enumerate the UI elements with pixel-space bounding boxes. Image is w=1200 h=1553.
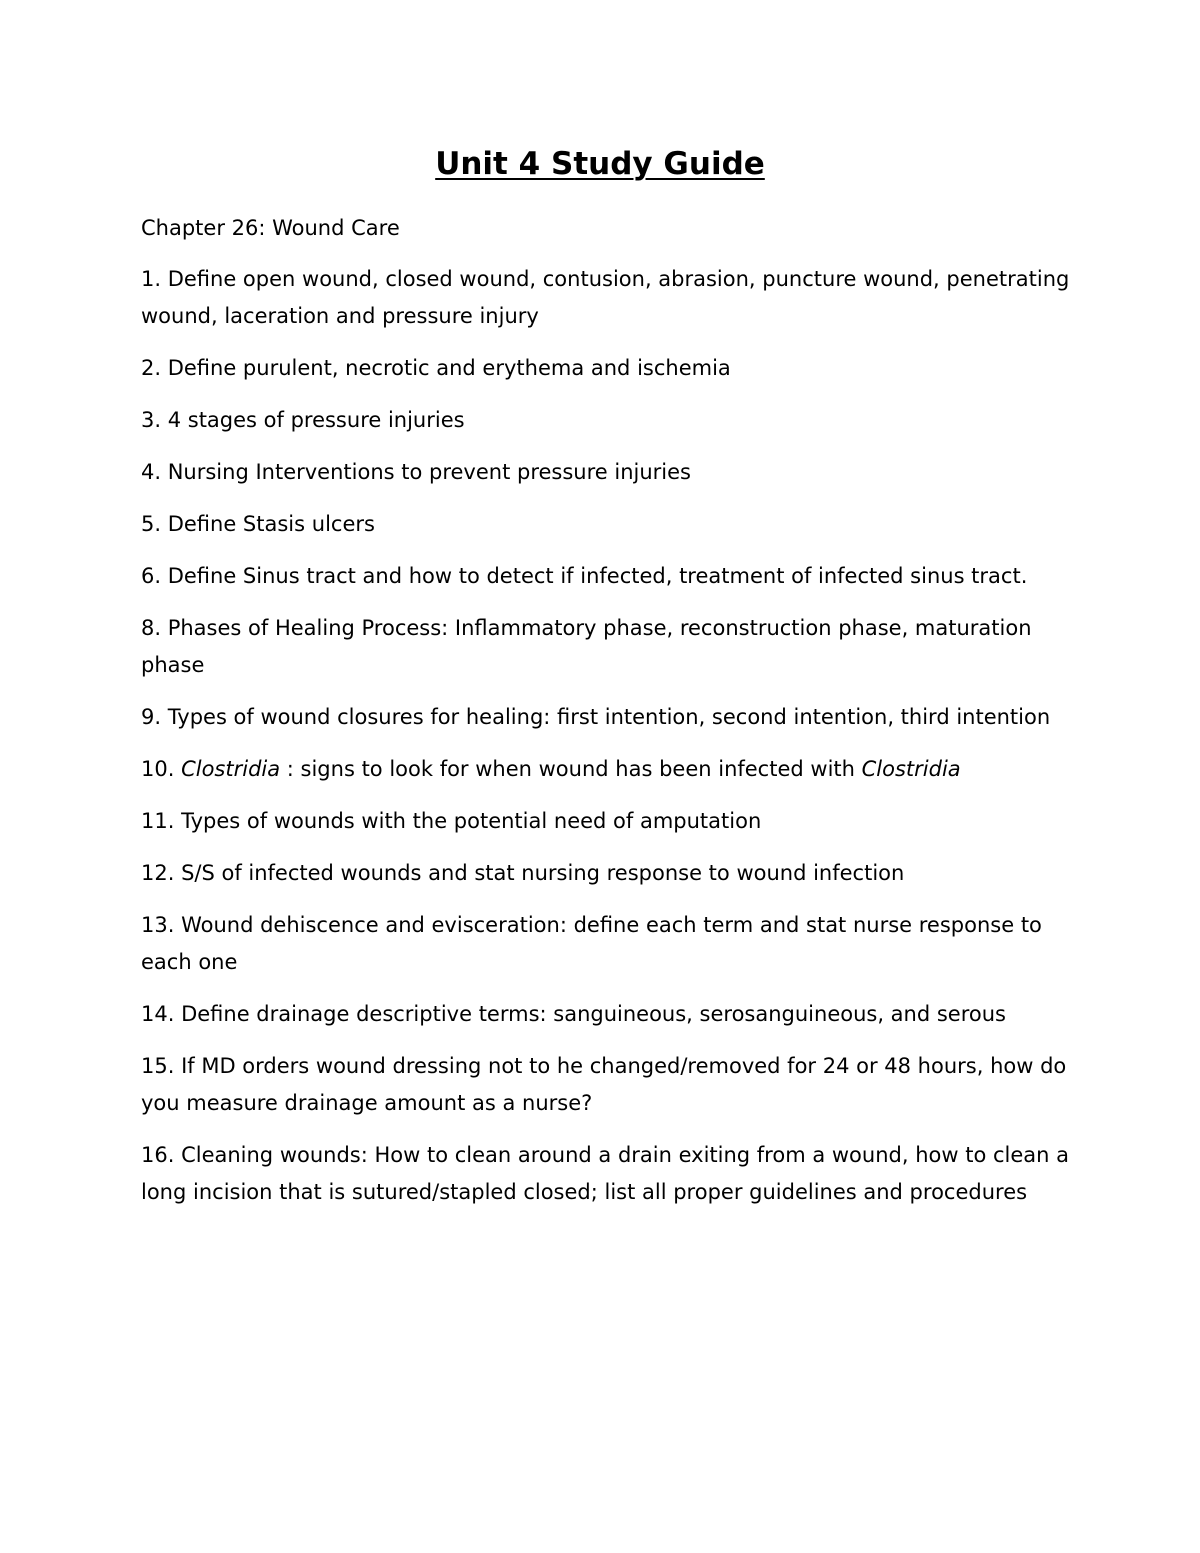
document-title: Unit 4 Study Guide [435, 146, 765, 182]
list-item: 6. Define Sinus tract and how to detect if infected, treatment of infected sinus tract. [141, 564, 1028, 588]
list-item: 4. Nursing Interventions to prevent pressure injuries [141, 460, 691, 484]
list-item: 14. Define drainage descriptive terms: sanguineous, serosanguineous, and serous [141, 1002, 1006, 1026]
list-item: 2. Define purulent, necrotic and erythema and ischemia [141, 356, 731, 380]
item-10-term: Clostridia [181, 757, 281, 781]
list-item: 13. Wound dehiscence and evisceration: define each term and stat nurse response to each one [141, 913, 1042, 974]
list-item: 9. Types of wound closures for healing: first intention, second intention, third intention [141, 705, 1051, 729]
list-item: 1. Define open wound, closed wound, contusion, abrasion, puncture wound, penetrating wound, laceration and pressure injury [141, 267, 1070, 328]
item-10-text: : signs to look for when wound has been infected with [280, 757, 862, 781]
list-item: 3. 4 stages of pressure injuries [141, 408, 465, 432]
item-10-number: 10. [141, 757, 182, 781]
list-item: 15. If MD orders wound dressing not to he changed/removed for 24 or 48 hours, how do you measure drainage amount as a nurse? [141, 1054, 1067, 1115]
list-item: 8. Phases of Healing Process: Inflammatory phase, reconstruction phase, maturation phase [141, 616, 1032, 677]
chapter-heading: Chapter 26: Wound Care [141, 216, 400, 240]
list-item-10 [141, 751, 1071, 788]
document-body [141, 210, 1071, 1226]
list-item: 12. S/S of infected wounds and stat nursing response to wound infection [141, 861, 905, 885]
list-item: 16. Cleaning wounds: How to clean around a drain exiting from a wound, how to clean a long incision that is sutured/stapled closed; list all proper guidelines and procedures [141, 1143, 1069, 1204]
list-item: 11. Types of wounds with the potential need of amputation [141, 809, 762, 833]
item-10-term-end: Clostridia [861, 757, 961, 781]
list-item: 5. Define Stasis ulcers [141, 512, 375, 536]
